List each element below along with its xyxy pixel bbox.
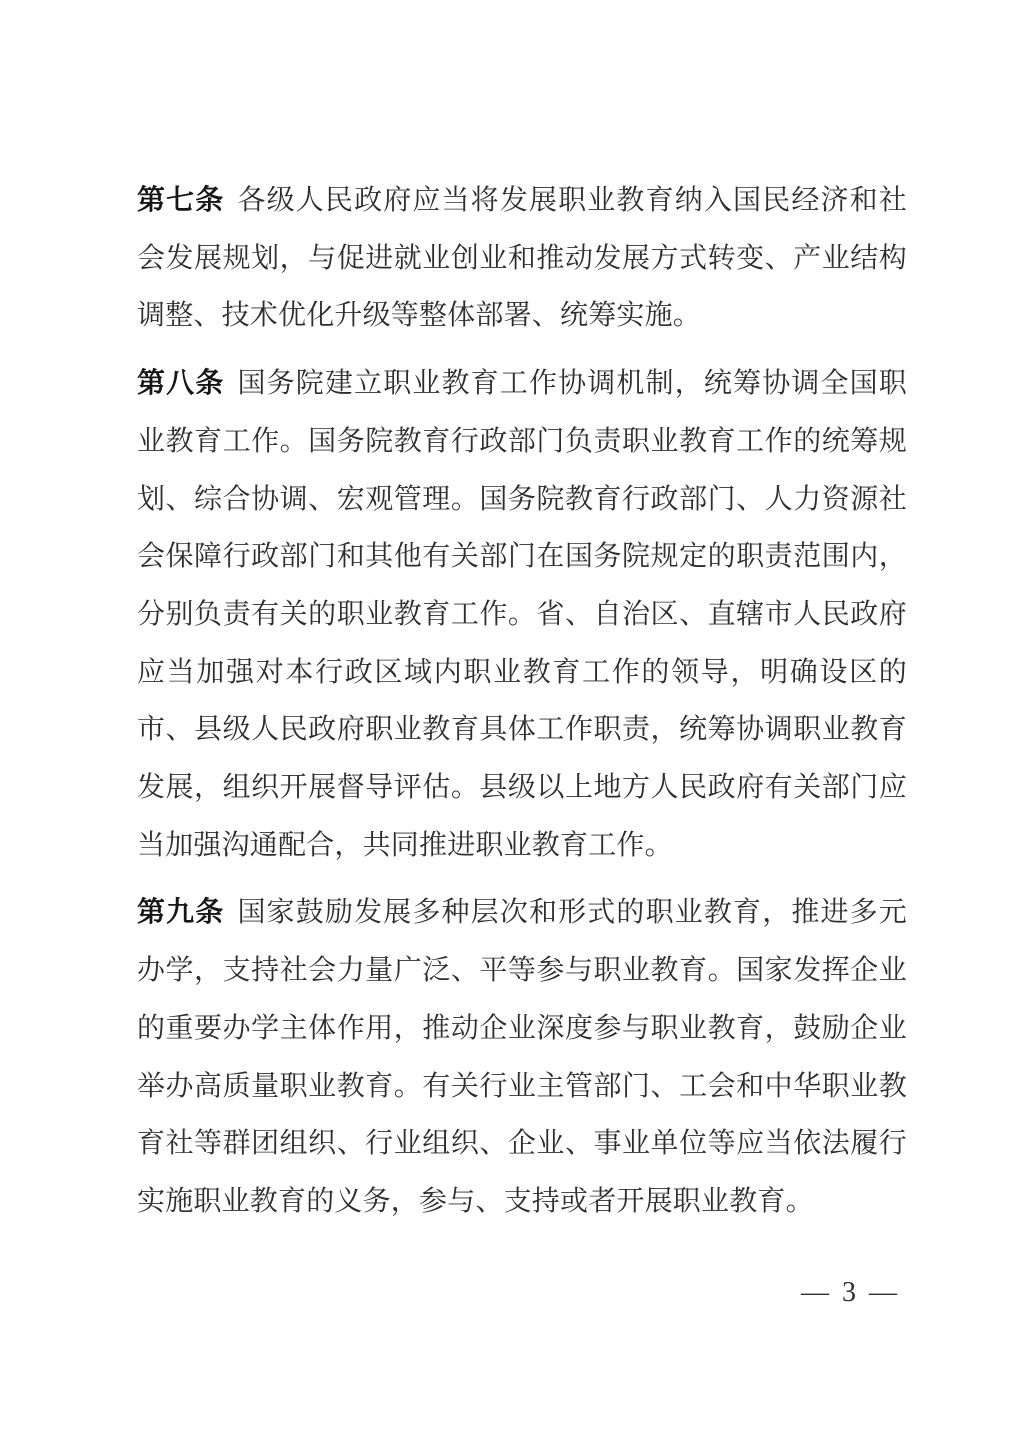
article-7-text: 各级人民政府应当将发展职业教育纳入国民经济和社会发展规划，与促进就业创业和推动发展方式转变、产业结构调整、技术优化升级等整体部署、统筹实施。 xyxy=(137,185,907,332)
article-9-paragraph xyxy=(137,884,907,1230)
page-number: — 3 — xyxy=(801,1277,900,1308)
document-body xyxy=(137,172,907,1241)
article-7-paragraph xyxy=(137,172,907,345)
article-9-text: 国家鼓励发展多种层次和形式的职业教育，推进多元办学，支持社会力量广泛、平等参与职业教育。国家发挥企业的重要办学主体作用，推动企业深度参与职业教育，鼓励企业举办高质量职业教育。有关行业主管部门、工会和中华职业教育社等群团组织、行业组织、企业、事业单位等应当依法履行实施职业教育的义务，参与、支持或者开展职业教育。 xyxy=(137,897,907,1217)
article-8-paragraph xyxy=(137,355,907,874)
article-8-number: 第八条 xyxy=(137,368,225,400)
article-7-number: 第七条 xyxy=(137,185,225,216)
article-9-number: 第九条 xyxy=(137,897,225,929)
article-8-text: 国务院建立职业教育工作协调机制，统筹协调全国职业教育工作。国务院教育行政部门负责职业教育工作的统筹规划、综合协调、宏观管理。国务院教育行政部门、人力资源社会保障行政部门和其他有关部门在国务院规定的职责范围内，分别负责有关的职业教育工作。省、自治区、直辖市人民政府应当加强对本行政区域内职业教育工作的领导，明确设区的市、县级人民政府职业教育具体工作职责，统筹协调职业教育发展，组织开展督导评估。县级以上地方人民政府有关部门应当加强沟通配合，共同推进职业教育工作。 xyxy=(137,368,907,861)
